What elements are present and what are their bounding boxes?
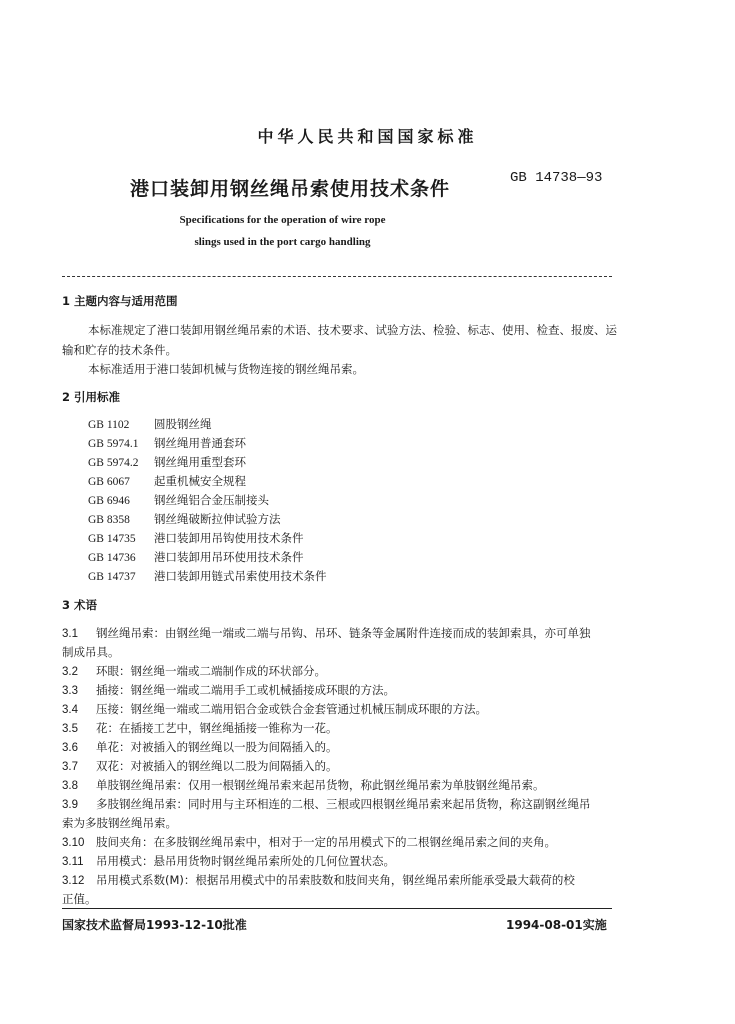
term-item xyxy=(62,834,556,850)
section-1-heading: 1 主题内容与适用范围 xyxy=(62,294,178,308)
term-item xyxy=(62,625,591,641)
term-item xyxy=(62,758,338,774)
english-title-line-2: slings used in the port cargo handling xyxy=(194,236,371,248)
term-item xyxy=(62,739,338,755)
term-number: 3.11 xyxy=(62,856,84,868)
term-text: 单花：对被插入的钢丝绳以一股为间隔插入的。 xyxy=(96,740,338,754)
term-item xyxy=(62,701,487,717)
implementation-date: 1994-08-01实施 xyxy=(506,918,607,932)
section-1-paragraph-1-line-1: 本标准规定了港口装卸用钢丝绳吊索的术语、技术要求、试验方法、检验、标志、使用、检查、报废、运 xyxy=(88,323,617,337)
approval-date: 国家技术监督局1993-12-10批准 xyxy=(62,918,247,932)
term-text: 钢丝绳吊索：由钢丝绳一端或二端与吊钩、吊环、链条等金属附件连接而成的装卸索具，亦可单独 xyxy=(96,626,591,640)
term-continuation: 索为多肢钢丝绳吊索。 xyxy=(62,816,177,830)
national-standard-heading: 中华人民共和国国家标准 xyxy=(257,127,478,146)
header-divider xyxy=(62,276,612,277)
term-item xyxy=(62,777,545,793)
reference-item xyxy=(88,568,327,584)
reference-name: 港口装卸用吊钩使用技术条件 xyxy=(154,531,304,545)
reference-item xyxy=(88,473,246,489)
term-number: 3.3 xyxy=(62,685,78,697)
reference-item xyxy=(88,530,304,546)
term-item xyxy=(62,720,338,736)
term-number: 3.5 xyxy=(62,723,78,735)
section-3-heading: 3 术语 xyxy=(62,598,98,612)
reference-item xyxy=(88,435,246,451)
reference-name: 钢丝绳用重型套环 xyxy=(154,455,246,469)
reference-code: GB 8358 xyxy=(88,514,130,526)
term-text: 环眼：钢丝绳一端或二端制作成的环状部分。 xyxy=(96,664,326,678)
term-item xyxy=(62,663,326,679)
term-number: 3.6 xyxy=(62,742,78,754)
reference-code: GB 5974.2 xyxy=(88,457,139,469)
term-number: 3.4 xyxy=(62,704,78,716)
term-text: 压接：钢丝绳一端或二端用铝合金或铁合金套管通过机械压制成环眼的方法。 xyxy=(96,702,487,716)
reference-name: 钢丝绳铝合金压制接头 xyxy=(154,493,269,507)
term-number: 3.9 xyxy=(62,799,78,811)
term-number: 3.10 xyxy=(62,837,85,849)
reference-name: 圆股钢丝绳 xyxy=(154,417,212,431)
term-number: 3.2 xyxy=(62,666,78,678)
term-continuation: 正值。 xyxy=(62,892,97,906)
section-1-paragraph-2: 本标准适用于港口装卸机械与货物连接的钢丝绳吊索。 xyxy=(88,362,364,376)
reference-item xyxy=(88,454,246,470)
term-text: 双花：对被插入的钢丝绳以二股为间隔插入的。 xyxy=(96,759,338,773)
reference-code: GB 6067 xyxy=(88,476,130,488)
reference-name: 钢丝绳用普通套环 xyxy=(154,436,246,450)
term-number: 3.7 xyxy=(62,761,78,773)
reference-item xyxy=(88,416,212,432)
reference-name: 港口装卸用吊环使用技术条件 xyxy=(154,550,304,564)
reference-item xyxy=(88,549,304,565)
term-number: 3.8 xyxy=(62,780,78,792)
term-number: 3.1 xyxy=(62,628,78,640)
english-title-line-1: Specifications for the operation of wire rope xyxy=(179,214,386,226)
term-item xyxy=(62,796,591,812)
term-text: 吊用模式系数(M)：根据吊用模式中的吊索肢数和肢间夹角，钢丝绳吊索所能承受最大载荷的校 xyxy=(96,873,575,887)
reference-code: GB 5974.1 xyxy=(88,438,139,450)
footer-divider xyxy=(62,908,612,909)
reference-name: 钢丝绳破断拉伸试验方法 xyxy=(154,512,281,526)
term-number: 3.12 xyxy=(62,875,85,887)
term-text: 多肢钢丝绳吊索：同时用与主环相连的二根、三根或四根钢丝绳吊索来起吊货物，称这副钢丝绳吊 xyxy=(96,797,591,811)
reference-code: GB 14735 xyxy=(88,533,136,545)
reference-code: GB 6946 xyxy=(88,495,130,507)
section-1-paragraph-1-line-2: 输和贮存的技术条件。 xyxy=(62,343,177,357)
reference-item xyxy=(88,492,269,508)
term-text: 插接：钢丝绳一端或二端用手工或机械插接成环眼的方法。 xyxy=(96,683,395,697)
reference-name: 起重机械安全规程 xyxy=(154,474,246,488)
term-item xyxy=(62,853,395,869)
term-text: 花：在插接工艺中，钢丝绳插接一锥称为一花。 xyxy=(96,721,338,735)
term-text: 单肢钢丝绳吊索：仅用一根钢丝绳吊索来起吊货物，称此钢丝绳吊索为单肢钢丝绳吊索。 xyxy=(96,778,545,792)
term-item xyxy=(62,682,395,698)
reference-item xyxy=(88,511,281,527)
term-continuation: 制成吊具。 xyxy=(62,645,120,659)
reference-code: GB 14737 xyxy=(88,571,136,583)
document-title: 港口装卸用钢丝绳吊索使用技术条件 xyxy=(130,178,451,200)
reference-code: GB 1102 xyxy=(88,419,130,431)
term-item xyxy=(62,872,575,888)
term-text: 吊用模式：悬吊用货物时钢丝绳吊索所处的几何位置状态。 xyxy=(96,854,395,868)
term-text: 肢间夹角：在多肢钢丝绳吊索中，相对于一定的吊用模式下的二根钢丝绳吊索之间的夹角。 xyxy=(96,835,556,849)
reference-code: GB 14736 xyxy=(88,552,136,564)
standard-code: GB 14738—93 xyxy=(510,170,603,186)
reference-name: 港口装卸用链式吊索使用技术条件 xyxy=(154,569,327,583)
section-2-heading: 2 引用标准 xyxy=(62,390,121,404)
